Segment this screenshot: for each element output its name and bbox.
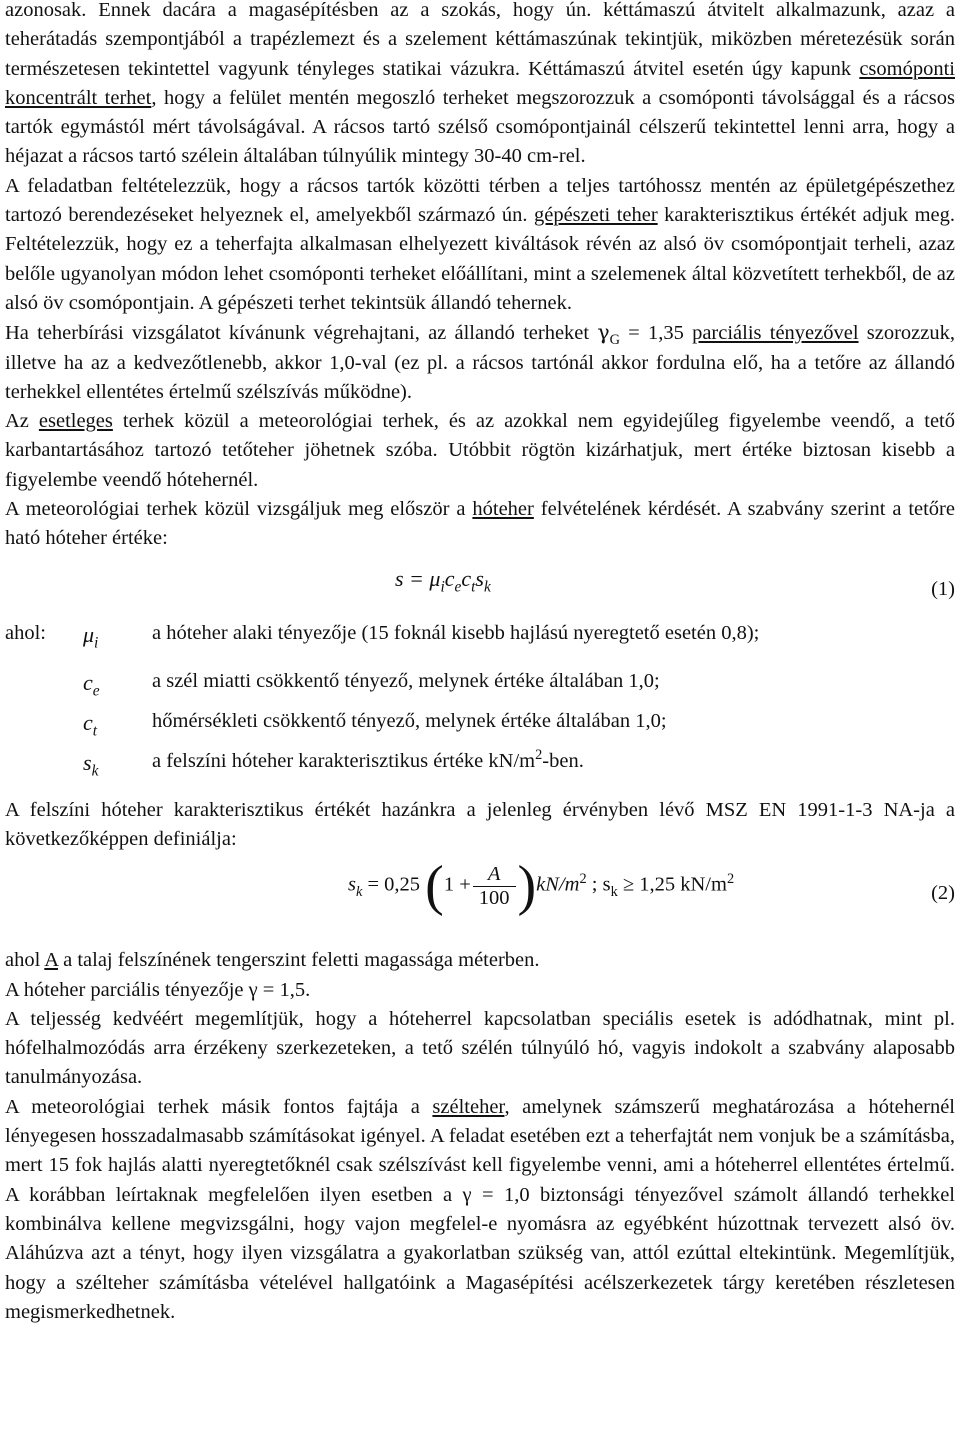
where-var-mu: $\mu_i$ [83,621,99,652]
where-label: ahol: [5,621,46,644]
eq2-rhs-sup: 2 [726,871,735,888]
paragraph-2 [5,172,955,318]
equation-2 [5,854,955,934]
link-altitude-a[interactable]: A [44,949,58,972]
eq1-sub-k: k [483,578,491,596]
link-variable-loads[interactable]: esetleges [38,410,113,433]
equation-1 [5,564,955,622]
paragraph-7 [5,946,955,975]
eq2-s: s [348,873,356,896]
eq1-c: c [444,565,455,591]
eq2-rhs: ≥ 1,25 kN/m [617,873,727,896]
paragraph-10 [5,1093,955,1327]
eq2-unit: kN/m [536,873,580,896]
eq1-s: s [475,565,484,591]
link-partial-factor[interactable]: parciális tényezővel [692,322,859,345]
eq2-one-plus: 1 + [443,873,471,896]
paragraph-4 [5,407,955,495]
where-var-sk: $s_k$ [83,749,99,780]
where-desc-mu: a hóteher alaki tényezője (15 foknál kisebb hajlású nyeregtető esetén 0,8); [152,621,760,644]
paragraph-3 [5,318,955,407]
document-page [5,0,955,1327]
eq2-rhs-s: s [602,873,611,896]
paragraph-5-text-a: A meteorológiai terhek közül vizsgáljuk meg először a [5,498,473,521]
eq1-sub-t: t [471,578,476,596]
paragraph-2-text-b: karakterisztikus értékét adjuk meg. Feltételezzük, hogy ez a teherfajta alkalmasan elhelyezett kiváltások révén az alsó öv csomópontjait terheli, azaz belőle ugyanolyan módon lehet csomóponti terheket előállítani, mint a szelemenek által közvetített terhekből, de az alsó öv csomópontjain. A gépészeti terhet tekintsük állandó tehernek. [5,204,956,314]
paragraph-5-text-b: felvételének kérdését. A szabvány szerint a tetőre ható hóteher értéke: [5,498,955,550]
eq2-numerator: A [473,863,516,887]
eq1-s-mu: s = μ [395,565,441,591]
eq2-separator: ; [586,873,603,896]
eq2-rhs-sub: k [610,884,618,901]
paragraph-5 [5,495,955,554]
eq2-left-paren: ( [425,855,444,918]
eq1-sub-i: i [440,578,445,596]
eq2-unit-sup: 2 [579,871,587,888]
paragraph-3-text-a: Ha teherbírási vizsgálatot kívánunk végrehajtani, az állandó terheket [5,322,598,345]
where-row-ce [5,670,955,700]
equation-1-number: (1) [931,577,955,600]
link-mechanical-load[interactable]: gépészeti teher [533,204,658,227]
where-row-mu [5,622,955,652]
where-desc-sk: a felszíni hóteher karakterisztikus értéke $kN/m^2$-ben. [152,746,584,772]
paragraph-1-text-b: , hogy a felület mentén megoszló terheket megszorozzuk a csomóponti távolsággal és a rácsos tartók egymástól mért távolságával. A rácsos tartó szélső csomópontjainál célszerű tekintettel lenni arra, hogy a héjazat a rácsos tartó szélein általában túlnyúlik mintegy 30-40 cm-rel. [5,86,955,168]
eq1-c2: c [461,565,472,591]
link-snow-load[interactable]: hóteher [472,498,534,521]
paragraph-4-text-a: Az [5,410,39,433]
eq2-right-paren: ) [517,855,537,918]
eq2-denominator: 100 [478,886,510,909]
paragraph-7-text-b: a talaj felszínének tengerszint feletti magassága méterben. [57,949,540,972]
where-row-ct [5,710,955,740]
gamma-subscript: G [609,332,620,349]
eq2-fraction [473,863,516,910]
paragraph-7-text-a: ahol [5,949,45,972]
equation-1-formula [395,565,491,596]
paragraph-1-text-a: azonosak. Ennek dacára a magasépítésben az a szokás, hogy ún. kéttámaszú átvitelt alkalmazunk, azaz a teherátadás szempontjából a trapézlemezt és a szelement kéttámaszúnak tekintjük, miközben méretezésük során természetesen tekintettel vagyunk tényleges statikai vázukra. Kéttámaszú átvitel esetén úgy kapunk [5,0,955,80]
paragraph-6: A felszíni hóteher karakterisztikus értékét hazánkra a jelenleg érvényben lévő MSZ EN 1991-1-3 NA-ja a következőképpen definiálja: [5,798,955,850]
where-row-sk [5,746,955,780]
where-var-ct: $c_t$ [83,709,98,740]
where-list [5,622,955,794]
paragraph-4-text-b: terhek közül a meteorológiai terhek, és az azokkal nem egyidejűleg figyelembe veendő, a tető karbantartásához tartozó tetőteher jöhetnek szóba. Utóbbit rögtön kizárhatjuk, mert értéke biztosan kisebb a figyelembe veendő hótehernél. [5,410,955,491]
paragraph-1 [5,0,955,172]
eq2-coef: = 0,25 [362,873,421,896]
paragraph-3-text-b: szorozzuk, illetve ha az a kedvezőtlenebb, akkor 1,0-val (ez pl. a rácsos tartónál akkor fordulna elő, ha a tetőre az állandó terhekkel ellentétes értelmű szélszívás működne). [5,322,955,403]
link-wind-load[interactable]: szélteher [432,1095,505,1118]
where-var-ce: $c_e$ [83,669,100,700]
gamma-value: = 1,35 [619,322,693,345]
eq2-sub-k: k [355,884,363,901]
where-desc-ct: hőmérsékleti csökkentő tényező, melynek értéke általában 1,0; [152,709,667,732]
paragraph-9: A teljesség kedvéért megemlítjük, hogy a hóteherrel kapcsolatban speciális esetek is adódhatnak, mint pl. hófelhalmozódás arra érzékeny szerkezeteken, a tető szélén túlnyúló hó, vagyis indokolt a szabvány alaposabb tanulmányozása. [5,1007,955,1089]
paragraph-8: A hóteher parciális tényezője γ = 1,5. [5,978,311,1001]
equation-2-formula [348,855,735,918]
paragraph-10-text-b: , amelynek számszerű meghatározása a hótehernél lényegesen hosszadalmasabb számításokat igényel. A feladat esetében ezt a teherfajtát nem vonjuk be a számításba, mert 15 fok hajlás alatti nyeregtetőknél csak szélszívást kell figyelembe venni, ami a hóteherrel ellentétes értelmű. A korábban leírtaknak megfelelően ilyen esetben a γ = 1,0 biztonsági tényezővel számolt állandó terhekkel kombinálva kellene megvizsgálni, hogy vajon megfelel-e nyomásra az egyébként húzottnak tervezett alsó öv. Aláhúzva azt a tényt, hogy ilyen vizsgálatra a gyakorlatban szükség van, attól ezúttal eltekintünk. Megemlítjük, hogy a szélteher számításba vételével hallgatóink a Magasépítési acélszerkezetek tárgy keretében részletesen megismerkedhetnek. [5,1095,955,1323]
where-desc-ce: a szél miatti csökkentő tényező, melynek értéke általában 1,0; [152,669,660,692]
equation-2-number: (2) [931,882,955,905]
link-concentrated-load[interactable]: csomóponti koncentrált terhet [5,57,955,109]
eq1-sub-e: e [454,578,462,596]
paragraph-2-text-a: A feladatban feltételezzük, hogy a rácsos tartók közötti térben a teljes tartóhossz mentén az épületgépészethez tartozó berendezéseket helyeznek el, amelyekből származó ún. [5,174,955,227]
gamma-symbol: γ [597,320,610,345]
paragraph-10-text-a: A meteorológiai terhek másik fontos fajtája a [5,1095,433,1118]
